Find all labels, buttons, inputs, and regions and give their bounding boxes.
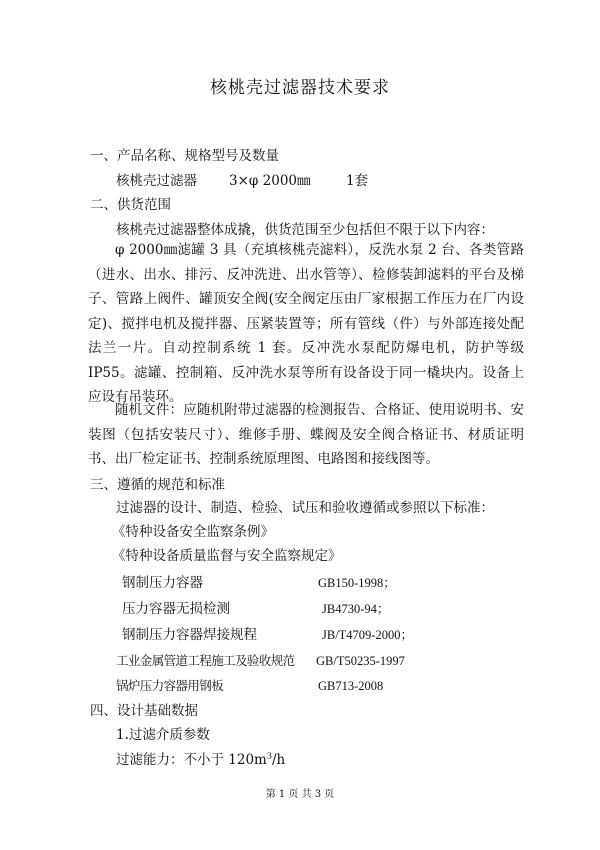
section-1-heading: 一、产品名称、规格型号及数量 [90, 148, 279, 164]
standard-code: JB4730-94； [322, 602, 390, 616]
page-title: 核桃壳过滤器技术要求 [210, 78, 390, 98]
standard-code: JB/T4709-2000； [322, 628, 413, 642]
filter-capacity-unit: /h [271, 752, 286, 768]
product-name: 核桃壳过滤器 [116, 173, 197, 189]
product-spec: 3×φ 2000㎜ [229, 173, 311, 189]
regulation-1: 《特种设备安全监察条例》 [112, 524, 274, 540]
section-4-heading: 四、设计基础数据 [90, 703, 198, 719]
filter-capacity [116, 750, 285, 770]
page-footer: 第 1 页 共 3 页 [265, 789, 335, 800]
regulation-2: 《特种设备质量监督与安全监察规定》 [112, 548, 342, 564]
filter-media-subheading: 1.过滤介质参数 [116, 727, 210, 743]
product-quantity: 1套 [346, 173, 369, 189]
standard-code: GB150-1998； [318, 576, 396, 590]
standard-code: GB713-2008 [318, 679, 384, 693]
scope-intro: 核桃壳过滤器整体成撬，供货范围至少包括但不限于以下内容： [116, 222, 494, 238]
standard-name: 钢制压力容器 [122, 575, 203, 591]
filter-capacity-superscript: 3 [266, 751, 272, 761]
filter-capacity-label: 过滤能力：不小于 120m [116, 752, 267, 768]
standard-code: GB/T50235-1997 [316, 654, 405, 668]
section-3-heading: 三、遵循的规范和标准 [90, 477, 225, 493]
section-2-heading: 二、供货范围 [90, 197, 171, 213]
standards-intro: 过滤器的设计、制造、检验、试压和验收遵循或参照以下标准： [116, 500, 494, 516]
standard-name: 压力容器无损检测 [122, 601, 230, 617]
documents-paragraph: 随机文件：应随机附带过滤器的检测报告、合格证、使用说明书、安装图（包括安装尺寸）、维修手册、蝶阀及安全阀合格证书、材质证明书、出厂检定证书、控制系统原理图、电路图和接线图等。 [88, 402, 524, 467]
standard-name: 锅炉压力容器用钢板 [116, 678, 224, 693]
standard-name: 钢制压力容器焊接规程 [122, 627, 257, 643]
standard-name: 工业金属管道工程施工及验收规范 [116, 653, 295, 668]
scope-paragraph: φ 2000㎜滤罐 3 具（充填核桃壳滤料），反洗水泵 2 台、各类管路（进水、出水、排污、反冲洗进、出水管等）、检修装卸滤料的平台及梯子、管路上阀件、罐顶安全阀(安全阀定压由厂家根据工作压力在厂内设定)、搅拌电机及搅拌器、压紧装置等；所有管线（件）与外部连接处配法兰一片。自动控制系统 1 套。反冲洗水泵配防爆电机，防护等级 IP55。滤罐、控制箱、反冲洗水泵等所有设备设于同一橇块内。设备上应设有吊装环。 [88, 242, 524, 405]
